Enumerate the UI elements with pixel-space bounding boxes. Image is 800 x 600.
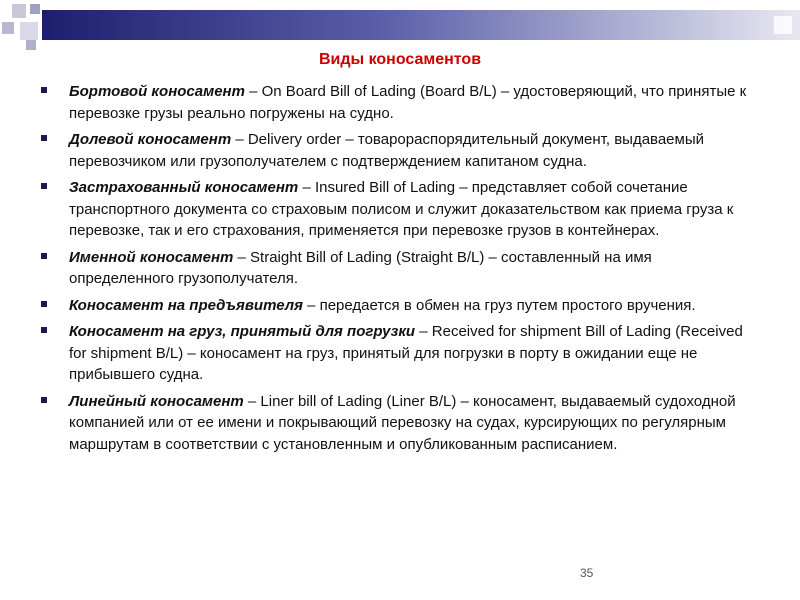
item-description: – On Board Bill of Lading (Board B/L) – удостоверяющий, что принятые к перевозке грузы реально погружены на судно. xyxy=(69,83,747,122)
item-term: Долевой коносамент xyxy=(69,131,232,148)
list-item xyxy=(38,247,758,290)
item-description: – Straight Bill of Lading (Straight B/L) – составленный на имя определенного грузополучателя. xyxy=(69,248,652,287)
bullet-list xyxy=(38,81,758,460)
item-description: – Insured Bill of Lading – представляет собой сочетание транспортного документа со страховым полисом и служит доказательством как приема груза к перевозке, так и его страхования, применяется при перевозке грузов в контейнерах. xyxy=(69,179,734,239)
item-description: – Received for shipment Bill of Lading (Received for shipment B/L) – коносамент на груз, принятый для погрузки в порту в ожидании еще не прибывшего судна. xyxy=(69,323,743,383)
square-bullet-icon xyxy=(41,135,47,141)
item-description: – Liner bill of Lading (Liner B/L) – коносамент, выдаваемый судоходной компанией или от ее имени и покрывающий перевозку на судах, курсирующих по регулярным маршрутам в соответствии с установленным и опубликованным расписанием. xyxy=(69,392,736,453)
list-item xyxy=(38,391,758,456)
list-item xyxy=(38,321,758,386)
item-term: Именной коносамент xyxy=(69,248,234,266)
square-bullet-icon xyxy=(41,87,47,93)
square-bullet-icon xyxy=(41,253,47,259)
list-item xyxy=(38,81,758,124)
list-item xyxy=(38,177,758,242)
item-term: Бортовой коносамент xyxy=(69,83,245,100)
list-item xyxy=(38,295,758,317)
item-term: Коносамент на груз, принятый для погрузки xyxy=(69,323,416,340)
item-description: – Delivery order – товарораспорядительный документ, выдаваемый перевозчиком или грузополучателем с подтверждением капитаном судна. xyxy=(69,131,705,170)
item-term: Застрахованный коносамент xyxy=(69,179,299,196)
square-bullet-icon xyxy=(41,183,47,189)
item-term: Линейный коносамент xyxy=(69,392,244,410)
square-bullet-icon xyxy=(41,327,47,333)
page-number: 35 xyxy=(580,566,594,580)
header-gradient-bar xyxy=(42,10,800,40)
slide-title: Виды коносаментов xyxy=(318,51,482,68)
list-item xyxy=(38,129,758,172)
item-term: Коносамент на предъявителя xyxy=(69,296,303,314)
square-bullet-icon xyxy=(41,397,47,403)
square-bullet-icon xyxy=(41,301,47,307)
item-description: – передается в обмен на груз путем простого вручения. xyxy=(302,296,696,314)
